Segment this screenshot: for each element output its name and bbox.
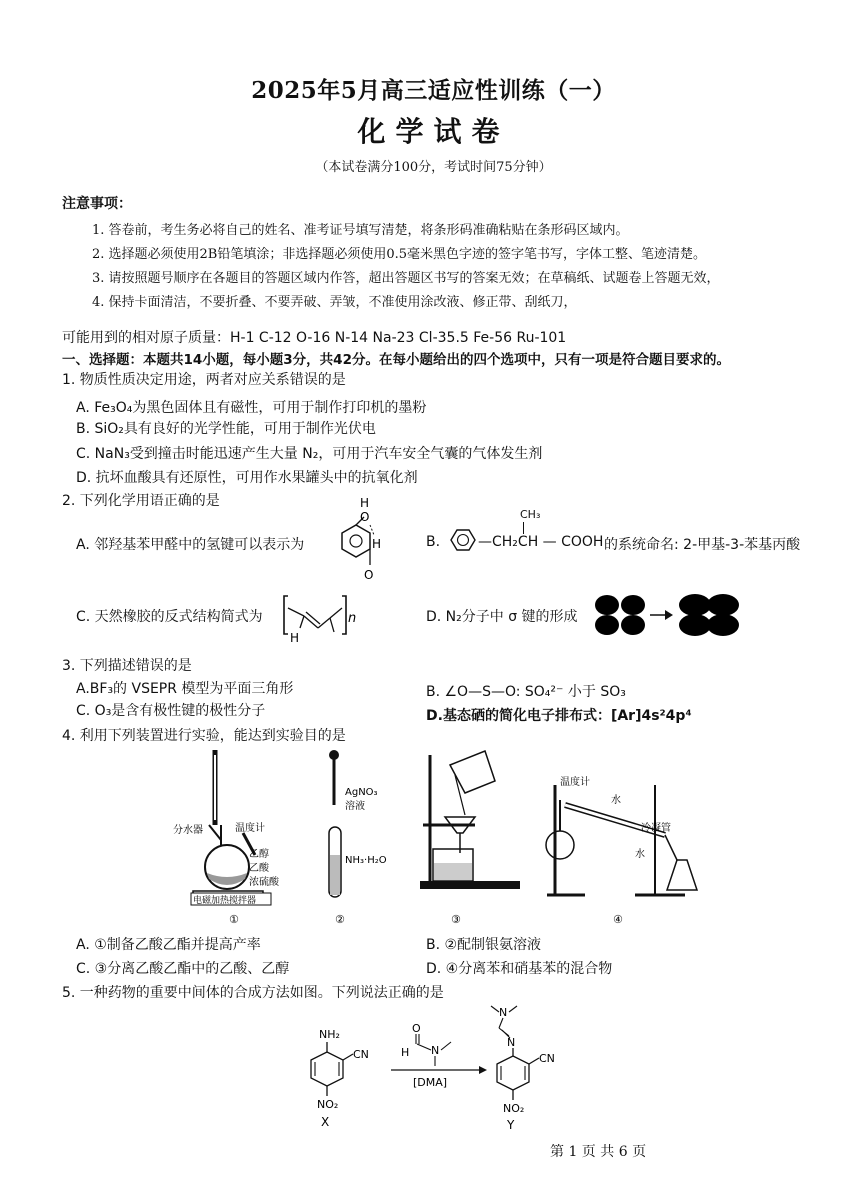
q3-stem: 3. 下列描述错误的是: [62, 658, 192, 674]
section-heading: 一、选择题：本题共14小题，每小题3分，共42分。在每小题给出的四个选项中，只有一项是符合题目要求的。: [62, 352, 730, 368]
q2-stem: 2. 下列化学用语正确的是: [62, 493, 220, 509]
page-footer: 第 1 页 共 6 页: [550, 1144, 647, 1160]
q4-option-a: A. ①制备乙酸乙酯并提高产率: [76, 937, 261, 953]
reagent-dma: [DMA]: [413, 1076, 448, 1089]
apparatus-3: [420, 751, 520, 926]
fig-label-4: ④: [613, 913, 623, 926]
label-fenshuiqi: 分水器: [173, 825, 203, 836]
sigma-bond-diagram: [593, 593, 763, 637]
label-nh3: NH₃·H₂O: [345, 855, 387, 866]
apparatus-1: [173, 750, 280, 926]
q4-option-c: C. ③分离乙酸乙酯中的乙酸、乙醇: [76, 961, 290, 977]
reagent-h: H: [401, 1046, 410, 1059]
atom-o-2: O: [364, 568, 374, 582]
notes-heading: 注意事项：: [62, 196, 132, 212]
q2-option-b-prefix: B.: [426, 534, 441, 550]
q1-option-d: D. 抗坏血酸具有还原性，可用作水果罐头中的抗氧化剂: [76, 470, 418, 486]
q3-option-d: D.基态硒的简化电子排布式：[Ar]4s²4p⁴: [426, 708, 692, 724]
q4-option-d: D. ④分离苯和硝基苯的混合物: [426, 961, 613, 977]
label-lengning: 冷凝管: [641, 823, 671, 834]
label-agno3: AgNO₃: [345, 787, 378, 798]
note-item-3: 3. 请按照题号顺序在各题目的答题区域内作答，超出答题区书写的答案无效；在草稿纸、试题卷上答题无效，: [92, 271, 720, 286]
label-wenduji2: 温度计: [560, 777, 590, 788]
rubber-structure: [282, 590, 357, 648]
label-shui1: 水: [611, 795, 621, 806]
salicylaldehyde-structure: [322, 495, 394, 585]
q3-option-c: C. O₃是含有极性键的极性分子: [76, 703, 266, 719]
y-cn: CN: [539, 1052, 555, 1065]
q5-stem: 5. 一种药物的重要中间体的合成方法如图。下列说法正确的是: [62, 985, 444, 1001]
fig-label-2: ②: [335, 913, 345, 926]
atom-h: H: [360, 496, 370, 510]
y-label: Y: [507, 1118, 515, 1132]
rubber-n: n: [348, 611, 357, 626]
x-cn: CN: [353, 1048, 369, 1061]
q4-stem: 4. 利用下列装置进行实验，能达到实验目的是: [62, 728, 346, 744]
fig-label-3: ③: [451, 913, 461, 926]
synthesis-scheme: [295, 1002, 595, 1132]
q2-option-a: A. 邻羟基苯甲醛中的氢键可以表示为: [76, 537, 305, 553]
label-shui2: 水: [635, 849, 645, 860]
q2-option-b-methyl: CH₃: [520, 508, 541, 521]
y-no2: NO₂: [503, 1102, 525, 1115]
q2-option-b-formula: —CH₂CH — COOH: [478, 534, 604, 550]
exam-note: （本试卷满分100分，考试时间75分钟）: [315, 160, 552, 175]
q1-option-c: C. NaN₃受到撞击时能迅速产生大量 N₂，可用于汽车安全气囊的气体发生剂: [76, 446, 543, 462]
label-rongye: 溶液: [345, 801, 365, 812]
label-stirrer: 电磁加热搅拌器: [193, 896, 257, 906]
exam-title: 2025年5月高三适应性训练（一）: [251, 77, 616, 104]
q2-option-d: D. N₂分子中 σ 键的形成: [426, 609, 578, 625]
x-no2: NO₂: [317, 1098, 339, 1111]
apparatus-4: [546, 775, 697, 926]
fig-label-1: ①: [229, 913, 239, 926]
note-item-4: 4. 保持卡面清洁，不要折叠、不要弄破、弄皱，不准使用涂改液、修正带、刮纸刀，: [92, 295, 577, 310]
apparatus-figures: [165, 745, 725, 930]
atom-o: O: [360, 510, 370, 524]
reagent-o: O: [412, 1022, 421, 1035]
q4-option-b: B. ②配制银氨溶液: [426, 937, 542, 953]
atom-h-2: H: [372, 537, 382, 551]
q3-option-b: B. ∠O—S—O: SO₄²⁻ 小于 SO₃: [426, 684, 626, 700]
methyl-bond: [523, 522, 524, 534]
label-wenduji: 温度计: [235, 823, 265, 834]
note-item-1: 1. 答卷前，考生务必将自己的姓名、准考证号填写清楚，将条形码准确粘贴在条形码区域内。: [92, 223, 629, 238]
label-nongliusuan: 浓硫酸: [249, 877, 279, 888]
note-item-2: 2. 选择题必须使用2B铅笔填涂；非选择题必须使用0.5毫米黑色字迹的签字笔书写，字体工整、笔迹清楚。: [92, 247, 707, 262]
x-label: X: [321, 1115, 330, 1129]
q2-option-b-suffix: 的系统命名: 2-甲基-3-苯基丙酸: [604, 537, 801, 553]
q1-option-a: A. Fe₃O₄为黑色固体且有磁性，可用于制作打印机的墨粉: [76, 400, 427, 416]
label-yichun: 乙醇: [249, 849, 269, 860]
q1-stem: 1. 物质性质决定用途，两者对应关系错误的是: [62, 372, 346, 388]
y-n-top: N: [499, 1006, 508, 1019]
label-yisuan: 乙酸: [249, 863, 269, 874]
y-n: N: [507, 1036, 516, 1049]
q2-option-c: C. 天然橡胶的反式结构简式为: [76, 609, 263, 625]
rubber-h: H: [290, 631, 300, 645]
q3-option-a: A.BF₃的 VSEPR 模型为平面三角形: [76, 681, 294, 697]
benzene-ring-icon: [445, 522, 481, 558]
reagent-n: N: [431, 1044, 440, 1057]
q1-option-b: B. SiO₂具有良好的光学性能，可用于制作光伏电: [76, 421, 376, 437]
x-nh2: NH₂: [319, 1028, 340, 1041]
apparatus-2: [329, 750, 387, 926]
exam-subtitle: 化学试卷: [357, 115, 510, 148]
atomic-masses: 可能用到的相对原子质量：H-1 C-12 O-16 N-14 Na-23 Cl-35.5 Fe-56 Ru-101: [62, 330, 567, 346]
